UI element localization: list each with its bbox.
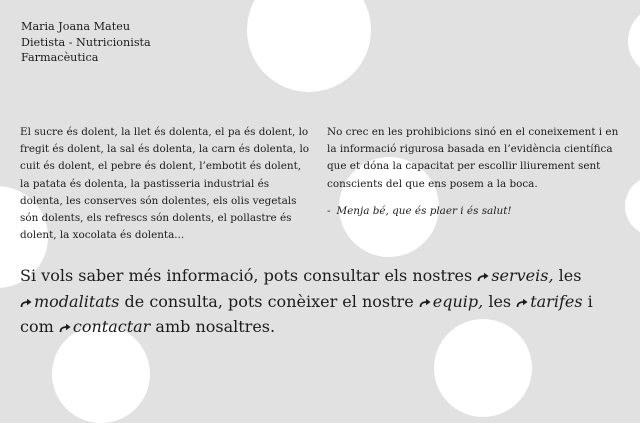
- decorative-circle: [52, 325, 150, 423]
- intro-left-paragraph: El sucre és dolent, la llet és dolenta, el pa és dolent, lo fregit és dolent, la sal és dolenta, la carn és dolenta, lo cuit és dolent, el pebre és dolent, l’embotit és dolent, la patata és dolenta, la pastisseria industrial és dolenta, les conserves són dolentes, els olis vegetals són dolents, els refrescs són dolents, el pollastre és dolent, la xocolata és dolenta...: [20, 126, 310, 242]
- cta-text: i com: [20, 291, 593, 336]
- decorative-circle: [628, 6, 640, 76]
- intro-right-paragraph: No crec en les prohibicions sinó en el coneixement i en la informació rigurosa basada en l’evidència científica que et dóna la capacitat per escollir lliurement sent conscients del que ens posem a la boca.: [327, 126, 619, 190]
- decorative-circle: [247, 0, 371, 92]
- equip-link[interactable]: [419, 292, 483, 311]
- curved-arrow-right-icon: [59, 323, 71, 333]
- curved-arrow-right-icon: [516, 298, 528, 308]
- cta-text: Si vols saber més informació, pots consultar els nostres: [20, 266, 478, 285]
- serveis-link[interactable]: [477, 266, 553, 285]
- contactar-link-label: contactar: [72, 317, 151, 336]
- intro-left-column: [20, 124, 312, 244]
- cta-text: les: [553, 266, 582, 285]
- signature-block: [21, 19, 151, 66]
- equip-link-label: equip,: [432, 291, 484, 311]
- author-role: Dietista - Nutricionista: [21, 35, 151, 49]
- curved-arrow-right-icon: [419, 298, 431, 308]
- author-profession: Farmacèutica: [21, 51, 99, 64]
- cta-text: les: [483, 291, 517, 311]
- motto: [327, 203, 625, 220]
- modalitats-link[interactable]: [20, 292, 119, 311]
- motto-dash: -: [327, 204, 331, 217]
- tarifes-link-label: tarifes: [530, 291, 583, 311]
- curved-arrow-right-icon: [20, 298, 32, 308]
- tarifes-link[interactable]: [516, 292, 582, 311]
- decorative-circle: [625, 176, 640, 236]
- call-to-action: [20, 263, 630, 340]
- author-name: Maria Joana Mateu: [21, 20, 131, 33]
- modalitats-link-label: modalitats: [34, 291, 120, 311]
- curved-arrow-right-icon: [477, 272, 489, 282]
- serveis-link-label: serveis,: [491, 266, 554, 285]
- contactar-link[interactable]: [59, 317, 150, 336]
- cta-text: de consulta, pots conèixer el nostre: [119, 291, 419, 311]
- intro-right-column: [327, 124, 625, 220]
- motto-text: Menja bé, que és plaer i és salut!: [336, 204, 512, 217]
- cta-text: amb nosaltres.: [150, 317, 276, 336]
